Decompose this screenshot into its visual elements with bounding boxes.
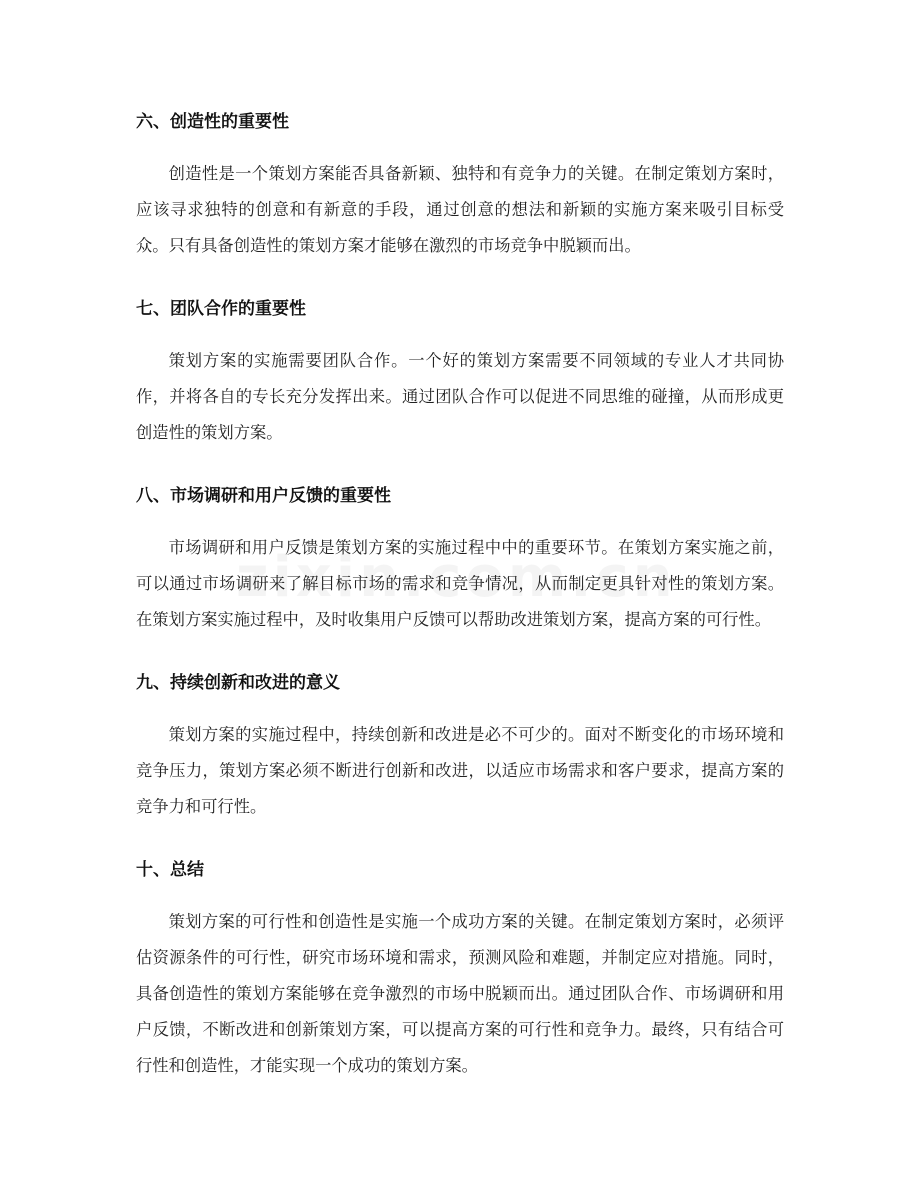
section-heading: 六、创造性的重要性	[136, 112, 289, 132]
section-8	[136, 478, 784, 638]
section-paragraph: 策划方案的可行性和创造性是实施一个成功方案的关键。在制定策划方案时，必须评估资源条件的可行性，研究市场环境和需求，预测风险和难题，并制定应对措施。同时，具备创造性的策划方案能够在竞争激烈的市场中脱颖而出。通过团队合作、市场调研和用户反馈，不断改进和创新策划方案，可以提高方案的可行性和竞争力。最终，只有结合可行性和创造性，才能实现一个成功的策划方案。	[136, 912, 784, 1075]
section-6	[136, 104, 784, 264]
section-paragraph: 策划方案的实施需要团队合作。一个好的策划方案需要不同领域的专业人才共同协作，并将各自的专长充分发挥出来。通过团队合作可以促进不同思维的碰撞，从而形成更创造性的策划方案。	[136, 351, 784, 442]
section-10	[136, 852, 784, 1084]
section-paragraph: 市场调研和用户反馈是策划方案的实施过程中中的重要环节。在策划方案实施之前，可以通过市场调研来了解目标市场的需求和竞争情况，从而制定更具针对性的策划方案。在策划方案实施过程中，及时收集用户反馈可以帮助改进策划方案，提高方案的可行性。	[136, 538, 784, 629]
section-7	[136, 291, 784, 451]
section-heading: 九、持续创新和改进的意义	[136, 673, 340, 693]
section-paragraph: 策划方案的实施过程中，持续创新和改进是必不可少的。面对不断变化的市场环境和竞争压力，策划方案必须不断进行创新和改进，以适应市场需求和客户要求，提高方案的竞争力和可行性。	[136, 725, 784, 816]
section-heading: 十、总结	[136, 860, 204, 880]
section-heading: 七、团队合作的重要性	[136, 299, 306, 319]
section-9	[136, 665, 784, 825]
section-paragraph: 创造性是一个策划方案能否具备新颖、独特和有竞争力的关键。在制定策划方案时，应该寻求独特的创意和有新意的手段，通过创意的想法和新颖的实施方案来吸引目标受众。只有具备创造性的策划方案才能够在激烈的市场竞争中脱颖而出。	[136, 164, 784, 255]
section-heading: 八、市场调研和用户反馈的重要性	[136, 486, 391, 506]
document-body	[136, 104, 784, 1111]
